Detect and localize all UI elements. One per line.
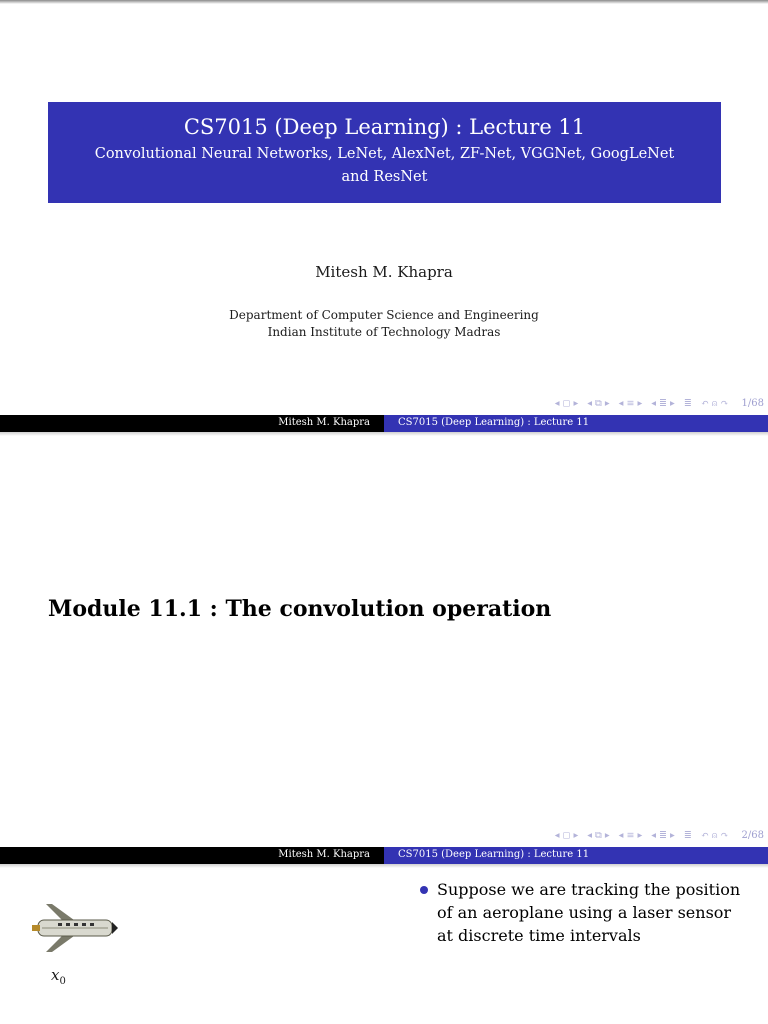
lecture-title: CS7015 (Deep Learning) : Lecture 11	[183, 115, 586, 139]
slide-2	[0, 432, 768, 864]
slide-separator	[0, 864, 768, 868]
slide-1	[0, 0, 768, 432]
footer-course: CS7015 (Deep Learning) : Lecture 11	[384, 847, 768, 864]
department: Department of Computer Science and Engineering	[229, 308, 539, 322]
subsection-nav-icon[interactable]: ◂ ⧉ ▸	[587, 398, 610, 409]
search-nav-icon[interactable]: ↶ ⍝ ↷	[700, 398, 729, 409]
navigation-bar	[549, 398, 764, 410]
title-box	[48, 102, 721, 203]
bullet-item	[420, 878, 750, 947]
position-label	[51, 966, 66, 987]
page-number: 1/68	[741, 398, 764, 409]
page-number: 2/68	[741, 830, 764, 841]
position-var: x	[51, 966, 60, 984]
section-nav-icon[interactable]: ◂ ≡ ▸	[618, 398, 643, 409]
align-icon[interactable]: ≣	[683, 830, 692, 841]
institution-block	[0, 307, 768, 341]
institute: Indian Institute of Technology Madras	[267, 325, 501, 339]
bullet-dot-icon	[420, 886, 428, 894]
subsubsection-nav-icon[interactable]: ◂ ≣ ▸	[651, 830, 675, 841]
slide-separator	[0, 432, 768, 436]
slide-3	[0, 864, 768, 1024]
subsection-nav-icon[interactable]: ◂ ⧉ ▸	[587, 830, 610, 841]
footer-author: Mitesh M. Khapra	[0, 415, 384, 432]
footer-course: CS7015 (Deep Learning) : Lecture 11	[384, 415, 768, 432]
footer	[0, 415, 768, 432]
section-nav-icon[interactable]: ◂ ≡ ▸	[618, 830, 643, 841]
aeroplane-icon	[28, 898, 120, 958]
module-title: Module 11.1 : The convolution operation	[48, 596, 552, 622]
bullet-text: Suppose we are tracking the position of an aeroplane using a laser sensor at discrete time intervals	[437, 880, 741, 945]
subsubsection-nav-icon[interactable]: ◂ ≣ ▸	[651, 398, 675, 409]
navigation-bar	[549, 830, 764, 842]
align-icon[interactable]: ≣	[683, 398, 692, 409]
footer	[0, 847, 768, 864]
footer-author: Mitesh M. Khapra	[0, 847, 384, 864]
frame-nav-icon[interactable]: ◂ ◻ ▸	[554, 830, 579, 841]
lecture-subtitle: Convolutional Neural Networks, LeNet, AlexNet, ZF-Net, VGGNet, GoogLeNet and ResNet	[94, 146, 675, 185]
author-name: Mitesh M. Khapra	[315, 263, 453, 281]
slide-top-shadow	[0, 0, 768, 4]
frame-nav-icon[interactable]: ◂ ◻ ▸	[554, 398, 579, 409]
search-nav-icon[interactable]: ↶ ⍝ ↷	[700, 830, 729, 841]
position-subscript: 0	[59, 976, 66, 987]
